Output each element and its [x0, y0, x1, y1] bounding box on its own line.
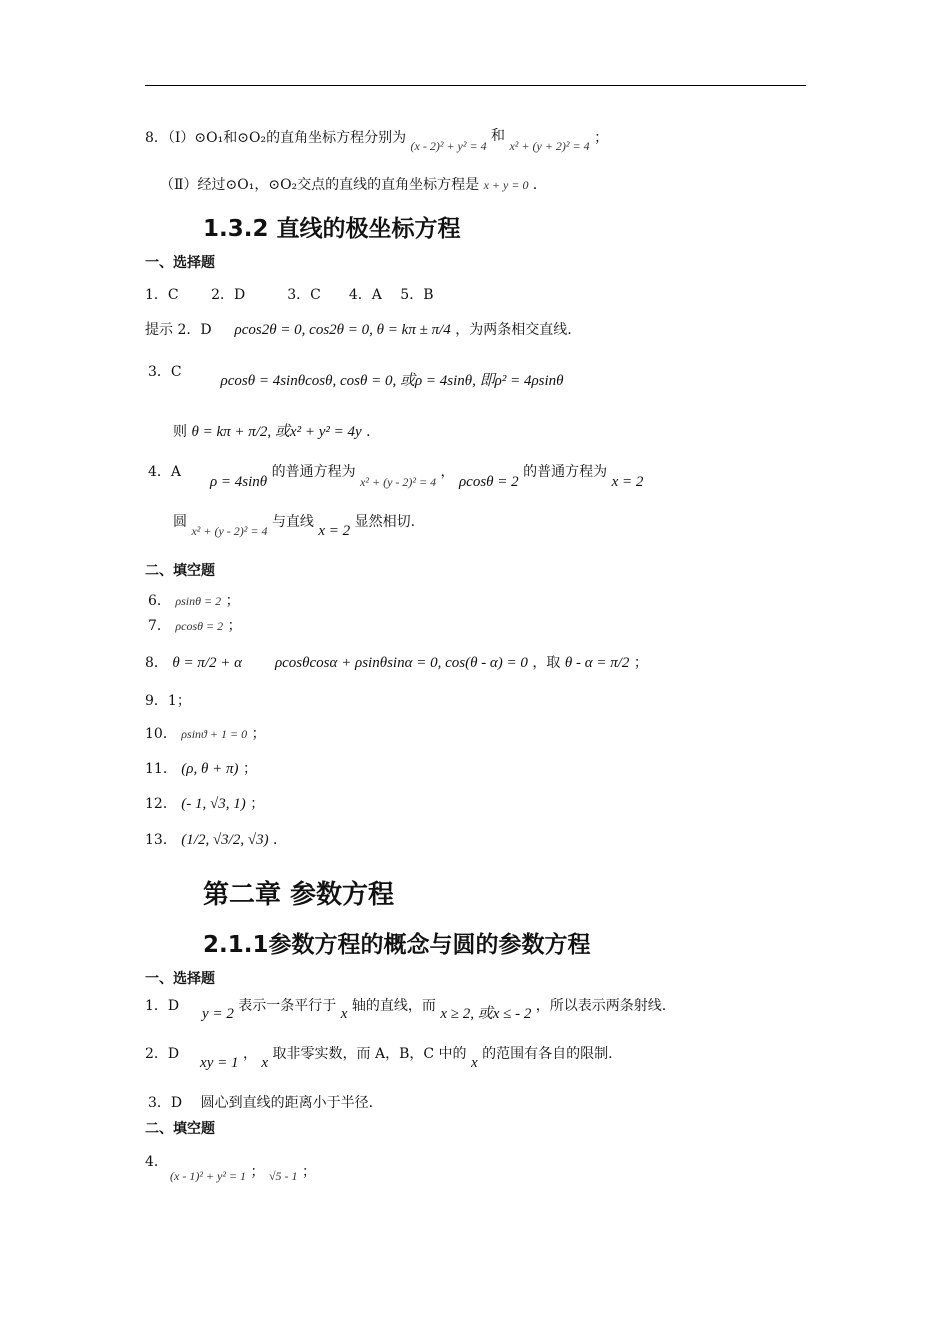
equation: ρcos2θ = 0, cos2θ = 0, θ = kπ ± π/4	[234, 322, 451, 338]
text: 与直线	[271, 514, 314, 530]
hint-3-continued	[173, 422, 380, 442]
choice-heading-2: 一、选择题	[145, 971, 215, 987]
fill-4	[145, 1152, 316, 1192]
equation: ρcosθcosα + ρsinθsinα = 0, cos(θ - α) = 0	[274, 655, 528, 671]
equation: ρcosθ = 2	[175, 619, 224, 633]
equation: ρsinϑ + 1 = 0	[181, 727, 248, 741]
equation: √5 - 1	[268, 1169, 298, 1183]
text: 圆	[173, 514, 187, 530]
hint-4-continued	[173, 512, 416, 539]
equation: (x - 2)² + y² = 4	[410, 139, 487, 153]
equation: x	[470, 1055, 478, 1071]
text: ；	[242, 761, 257, 777]
text: 提示 2．D	[145, 322, 212, 338]
equation: θ = π/2 + α	[172, 655, 243, 671]
section-title-1-3-2: 1.3.2 直线的极坐标方程	[203, 216, 461, 242]
equation: x ≥ 2, 或x ≤ - 2	[440, 1006, 532, 1022]
equation: xy = 1	[200, 1055, 239, 1071]
text: ，	[440, 464, 455, 480]
hint-3	[148, 362, 564, 389]
text: 2．D	[145, 1046, 180, 1062]
header-rule	[145, 85, 806, 86]
fill-13	[145, 830, 287, 850]
fill-10	[145, 724, 266, 744]
text: ；	[250, 796, 265, 812]
text: 7．	[148, 618, 171, 634]
equation: θ = kπ + π/2, 或x² + y² = 4y	[191, 424, 362, 440]
equation: ρ = 4sinθ	[209, 474, 268, 490]
fill-8	[145, 653, 648, 673]
equation: ρsinθ = 2	[175, 594, 222, 608]
equation: ρcosθ = 2	[458, 474, 519, 490]
choice-answers: 1．C 2．D 3．C 4．A 5．B	[145, 287, 434, 303]
fill-12	[145, 794, 264, 814]
text: 8．	[145, 655, 168, 671]
fill-11	[145, 759, 257, 779]
chapter-title: 第二章 参数方程	[203, 880, 395, 910]
fill-9: 9．1；	[145, 693, 191, 709]
text: ，为两条相交直线.	[455, 322, 572, 338]
hint-4	[148, 462, 644, 490]
text: ．	[366, 424, 381, 440]
equation: x² + (y - 2)² = 4	[191, 524, 268, 538]
text: ，	[242, 1046, 257, 1062]
equation: ρcosθ = 4sinθcosθ, cosθ = 0, 或ρ = 4sinθ, 即ρ² = 4ρsinθ	[220, 373, 564, 389]
equation: y = 2	[202, 1006, 234, 1022]
text: ；	[301, 1164, 316, 1180]
equation: x = 2	[318, 523, 351, 539]
text: 的普通方程为	[271, 464, 356, 480]
text: ，取	[532, 655, 561, 671]
equation: x	[340, 1006, 348, 1022]
text: ；	[251, 726, 266, 742]
text: 10．	[145, 726, 177, 742]
equation: (1/2, √3/2, √3)	[181, 832, 269, 848]
answer-8-part1-label: 8．（Ⅰ）⊙O₁和⊙O₂的直角坐标方程分别为	[145, 130, 407, 146]
text: 的范围有各自的限制.	[482, 1046, 613, 1062]
text: 3．C	[148, 364, 182, 380]
text: 6．	[148, 593, 171, 609]
choice-3: 3．D 圆心到直线的距离小于半径.	[148, 1095, 374, 1111]
text: ；	[594, 130, 609, 146]
equation: (x - 1)² + y² = 1	[170, 1169, 247, 1183]
hint-2	[145, 320, 572, 340]
equation: (- 1, √3, 1)	[181, 796, 246, 812]
text: 和	[491, 128, 506, 144]
text: 的普通方程为	[523, 464, 608, 480]
text: 4．A	[148, 464, 182, 480]
equation: θ - α = π/2	[564, 655, 630, 671]
equation: x + y = 0	[483, 178, 529, 192]
text: 表示一条平行于	[238, 998, 337, 1014]
equation: (ρ, θ + π)	[181, 761, 239, 777]
text: 13．	[145, 832, 177, 848]
fill-heading-2: 二、填空题	[145, 1121, 215, 1137]
answer-8-part1	[145, 128, 609, 153]
text: 12．	[145, 796, 177, 812]
text: ．	[532, 177, 547, 193]
text: 显然相切.	[354, 514, 416, 530]
fill-6	[148, 591, 240, 611]
text: 1．D	[145, 998, 180, 1014]
choice-2	[145, 1044, 613, 1071]
section-title-2-1-1: 2.1.1参数方程的概念与圆的参数方程	[203, 932, 591, 958]
text: 取非零实数，而 A，B，C 中的	[272, 1046, 467, 1062]
fill-heading: 二、填空题	[145, 563, 215, 579]
equation: x	[261, 1055, 269, 1071]
choice-1	[145, 996, 667, 1022]
text: 轴的直线，而	[351, 998, 436, 1014]
equation: x = 2	[611, 474, 644, 490]
text: ；	[633, 655, 648, 671]
text: （Ⅱ）经过⊙O₁，⊙O₂交点的直线的直角坐标方程是	[160, 177, 480, 193]
text: ；	[225, 593, 240, 609]
answer-8-part2	[160, 175, 547, 195]
text: 4．	[145, 1154, 168, 1170]
choice-heading: 一、选择题	[145, 255, 215, 271]
fill-7	[148, 616, 242, 636]
equation: x² + (y + 2)² = 4	[509, 139, 590, 153]
text: ，所以表示两条射线.	[535, 998, 667, 1014]
equation: x² + (y - 2)² = 4	[360, 475, 437, 489]
text: ．	[273, 832, 288, 848]
text: 11．	[145, 761, 177, 777]
text: ；	[227, 618, 242, 634]
text: ；	[250, 1164, 265, 1180]
text: 则	[173, 424, 187, 440]
